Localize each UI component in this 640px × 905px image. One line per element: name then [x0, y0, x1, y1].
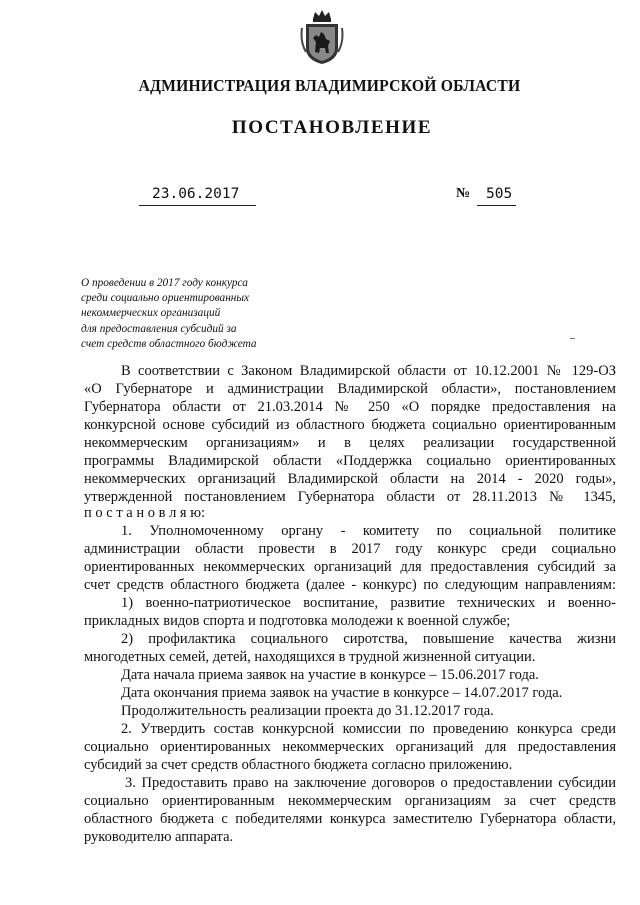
body-line: ориентированных некоммерческих организаций для предоставления субсидий за: [84, 559, 616, 575]
body-line: некоммерческим организациям» и в целях реализации государственной: [84, 435, 616, 451]
body-line: Губернатора области от 21.03.2014 № 250 «О порядке предоставления на: [84, 399, 616, 415]
body-line: 1. Уполномоченному органу - комитету по социальной политике: [121, 523, 616, 539]
subject-line: среди социально ориентированных: [81, 292, 250, 305]
body-line: 2) профилактика социального сиротства, повышение качества жизни: [121, 631, 616, 647]
body-line: утвержденной постановлением Губернатора области от 28.11.2013 № 1345,: [84, 489, 616, 505]
number-label: №: [456, 186, 471, 201]
body-line: социально ориентированных некоммерческих организаций для предоставления: [84, 739, 616, 755]
body-line: областного бюджета с победителями конкурса заместителю Губернатора области,: [84, 811, 616, 827]
subject-line: счет средств областного бюджета: [81, 337, 257, 350]
scan-mark: [570, 338, 575, 339]
body-line: В соответствии с Законом Владимирской области от 10.12.2001 № 129-ОЗ: [121, 363, 616, 379]
body-line: некоммерческих организаций Владимирской области на 2014 - 2020 годы»,: [84, 471, 616, 487]
document-subject: [81, 276, 321, 352]
body-line: администрации области провести в 2017 году конкурс среди социально: [84, 541, 616, 557]
body-line: Дата окончания приема заявок на участие в конкурсе – 14.07.2017 года.: [121, 685, 563, 701]
body-line: многодетных семей, детей, находящихся в трудной жизненной ситуации.: [84, 649, 536, 665]
document-type-title: ПОСТАНОВЛЕНИЕ: [231, 117, 433, 138]
organization-name: АДМИНИСТРАЦИЯ ВЛАДИМИРСКОЙ ОБЛАСТИ: [138, 76, 521, 95]
subject-line: некоммерческих организаций: [81, 307, 221, 320]
body-line: «О Губернаторе и администрации Владимирской области», постановлением: [84, 381, 616, 397]
body-line: конкурсной основе субсидий из областного бюджета социально ориентированным: [84, 417, 616, 433]
body-line: 2. Утвердить состав конкурсной комиссии по проведению конкурса среди: [121, 721, 616, 737]
document-date: 23.06.2017: [152, 186, 240, 202]
subject-line: О проведении в 2017 году конкурса: [81, 277, 248, 289]
body-line: программы Владимирской области «Поддержка социально ориентированных: [84, 453, 616, 469]
document-number: 505: [486, 186, 513, 202]
date-underline: [139, 205, 256, 206]
body-line: 1) военно-патриотическое воспитание, развитие технических и военно-: [121, 595, 616, 611]
subject-line: для предоставления субсидий за: [81, 322, 237, 335]
body-line: 3. Предоставить право на заключение договоров о предоставлении субсидии: [125, 775, 616, 791]
body-line: п о с т а н о в л я ю:: [84, 505, 206, 521]
body-line: социально ориентированным некоммерческим организациям за счет средств: [84, 793, 616, 809]
body-line: счет средств областного бюджета (далее - конкурс) по следующим направлениям:: [84, 577, 616, 593]
body-line: прикладных видов спорта и подготовка молодежи к военной службе;: [84, 613, 511, 629]
body-line: субсидий за счет средств областного бюджета согласно приложению.: [84, 757, 513, 773]
coat-of-arms-icon: [300, 8, 344, 66]
body-line: руководителю аппарата.: [84, 829, 234, 845]
number-underline: [477, 205, 516, 206]
body-line: Дата начала приема заявок на участие в конкурсе – 15.06.2017 года.: [121, 667, 539, 683]
body-line: Продолжительность реализации проекта до 31.12.2017 года.: [121, 703, 494, 719]
